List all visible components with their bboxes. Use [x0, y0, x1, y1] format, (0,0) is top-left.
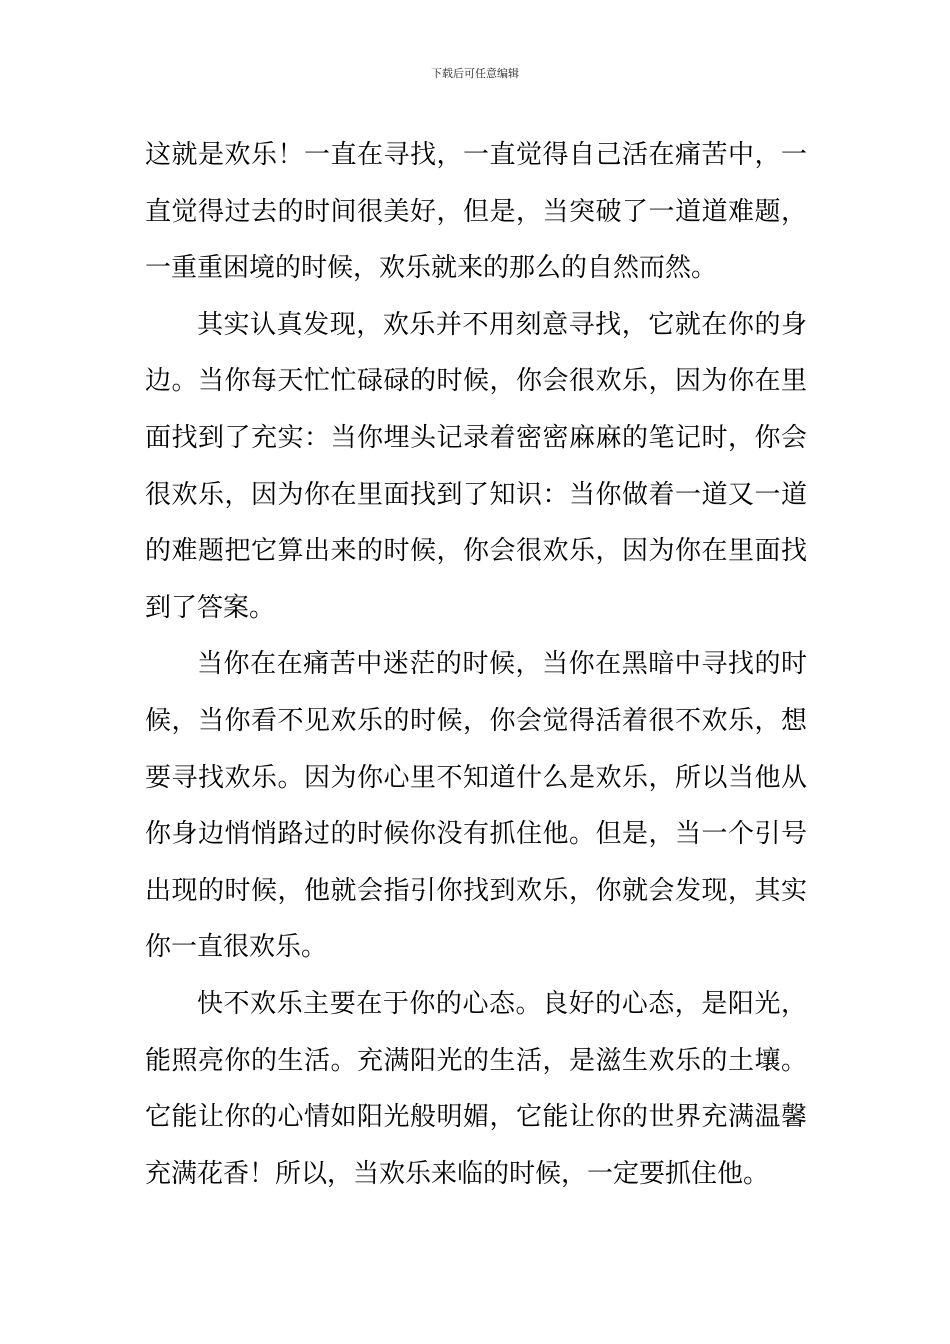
- document-body: [145, 127, 807, 1202]
- paragraph-2: 其实认真发现，欢乐并不用刻意寻找，它就在你的身边。当你每天忙忙碌碌的时候，你会很欢乐，因为你在里面找到了充实：当你埋头记录着密密麻麻的笔记时，你会很欢乐，因为你在里面找到了知识：当你做着一道又一道的难题把它算出来的时候，你会很欢乐，因为你在里面找到了答案。: [145, 309, 807, 623]
- page-header: 下载后可任意编辑: [431, 67, 519, 80]
- paragraph-1: 这就是欢乐！一直在寻找，一直觉得自己活在痛苦中，一直觉得过去的时间很美好，但是，当突破了一道道难题，一重重困境的时候，欢乐就来的那么的自然而然。: [145, 140, 807, 284]
- paragraph-3: 当你在在痛苦中迷茫的时候，当你在黑暗中寻找的时候，当你看不见欢乐的时候，你会觉得活着很不欢乐，想要寻找欢乐。因为你心里不知道什么是欢乐，所以当他从你身边悄悄路过的时候你没有抓住他。但是，当一个引号出现的时候，他就会指引你找到欢乐，你就会发现，其实你一直很欢乐。: [145, 649, 807, 963]
- paragraph-4: 快不欢乐主要在于你的心态。良好的心态，是阳光，能照亮你的生活。充满阳光的生活，是滋生欢乐的土壤。它能让你的心情如阳光般明媚，它能让你的世界充满温馨充满花香！所以，当欢乐来临的时候，一定要抓住他。: [145, 988, 807, 1189]
